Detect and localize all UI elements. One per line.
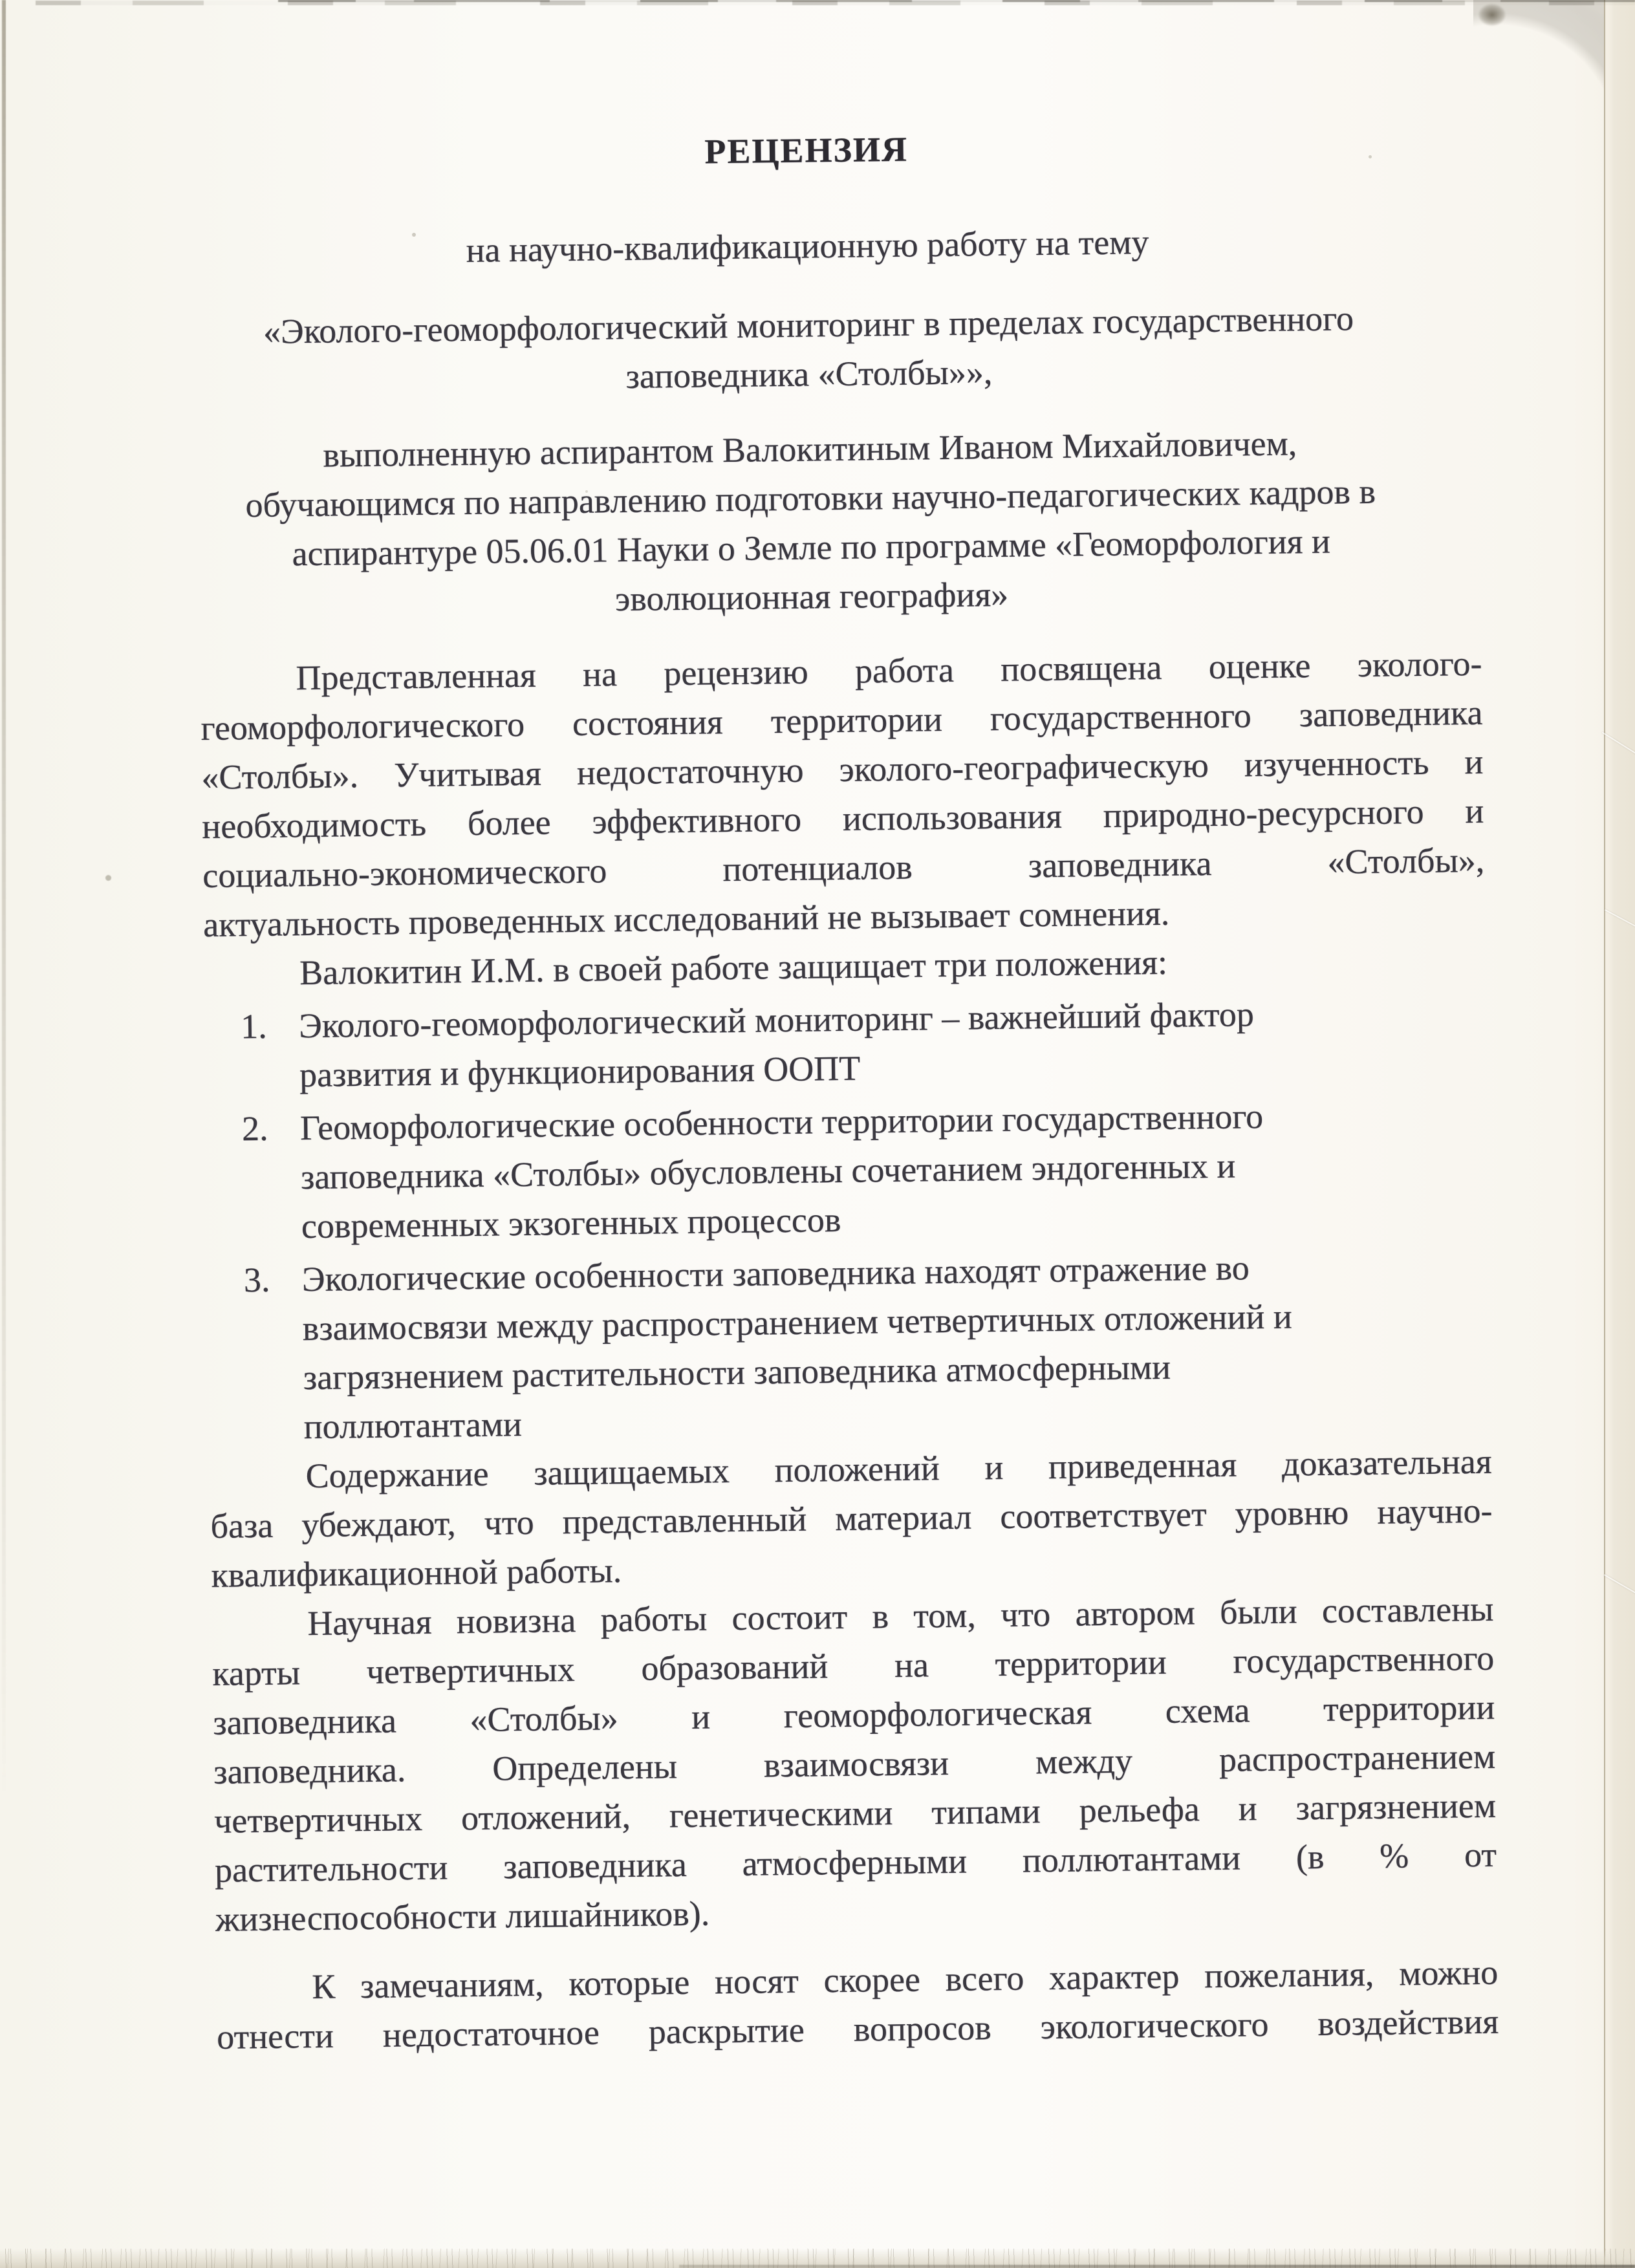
text-line: жизнеспособности лишайников). (215, 1894, 710, 1939)
document-text (192, 0, 1499, 2062)
paragraph-content-assessment (210, 1437, 1493, 1600)
text-line: эволюционная география» (614, 574, 1009, 619)
scan-speck (105, 875, 111, 881)
text-line: аспирантуре 05.06.01 Науки о Земле по программе «Геоморфология и (292, 521, 1331, 574)
text-line: Эколого-геоморфологический мониторинг – важнейший фактор (298, 995, 1255, 1046)
scan-speck (1369, 155, 1372, 158)
scan-left-edge-line (2, 0, 6, 1798)
paper-crease (1602, 732, 1635, 757)
list-item (206, 1089, 1489, 1252)
document-subtitle: на научно-квалификационную работу на тему (466, 222, 1149, 270)
text-line: карты четвертичных образований на территории государственного (211, 1638, 1495, 1693)
text-line: база убеждают, что представленный материал соответствует уровню научно- (210, 1491, 1493, 1546)
text-line: К замечаниям, которые носят скорее всего характер пожелания, можно (311, 1952, 1499, 2007)
scan-smudge (1478, 4, 1506, 26)
text-line: актуальность проведенных исследований не вызывает сомнения. (202, 893, 1170, 944)
author-block (197, 416, 1482, 629)
paper-crease (1605, 909, 1635, 929)
scan-right-margin (1604, 0, 1635, 2268)
text-line: развития и функционирования ООПТ (299, 1048, 861, 1095)
text-line: взаимосвязи между распространением четвертичных отложений и (302, 1297, 1293, 1348)
text-line: современных экзогенных процессов (301, 1200, 841, 1246)
scan-bottom-edge-shadow (679, 2265, 1635, 2268)
text-line: Экологические особенности заповедника находят отражение во (301, 1248, 1250, 1299)
list-item (204, 987, 1488, 1101)
paper-crease (1604, 1574, 1635, 1596)
text-line: Геоморфологические особенности территории государственного (299, 1096, 1264, 1148)
theses-list (204, 987, 1491, 1453)
text-line: Содержание защищаемых положений и приведенная доказательная (305, 1442, 1492, 1496)
text-line: Представленная на рецензию работа посвящена оценке эколого- (296, 643, 1482, 698)
text-line: заповедника. Определены взаимосвязи между распространением (213, 1736, 1496, 1791)
paragraph-remarks (216, 1948, 1499, 2062)
text-line: «Эколого-геоморфологический мониторинг в пределах государственного (263, 299, 1354, 351)
text-line: заповедника «Столбы» обусловлены сочетанием эндогенных и (300, 1146, 1236, 1197)
text-line: квалификационной работы. (211, 1551, 622, 1595)
text-line: социально-экономического потенциалов заповедника «Столбы», (202, 840, 1485, 895)
paragraph-introduction (200, 639, 1485, 949)
text-line: загрязнением растительности заповедника атмосферными (303, 1347, 1171, 1398)
text-line: растительности заповедника атмосферными поллютантами (в % от (214, 1835, 1497, 1890)
scan-speck (798, 1856, 801, 1859)
scan-speck (412, 233, 416, 237)
text-line: отнести недостаточное раскрытие вопросов экологического воздействия (216, 2002, 1499, 2057)
list-item (207, 1240, 1491, 1453)
document-title: РЕЦЕНЗИЯ (704, 129, 909, 171)
text-line: заповедника «Столбы» и геоморфологическая схема территории (212, 1687, 1495, 1742)
paragraph-theses-lead: Валокитин И.М. в своей работе защищает три положения: (299, 942, 1168, 993)
list-marker: 1. (240, 1006, 267, 1046)
text-line: заповедника «Столбы»», (625, 352, 993, 396)
scan-top-edge-noise (36, 1, 1635, 5)
list-marker: 3. (243, 1260, 270, 1300)
text-line: Научная новизна работы состоит в том, что автором были составлены (307, 1589, 1494, 1643)
text-line: выполненную аспирантом Валокитиным Иваном Михайловичем, (323, 424, 1297, 475)
text-line: необходимость более эффективного использования природно-ресурсного и (201, 791, 1484, 846)
text-line: поллютантами (303, 1405, 523, 1447)
text-line: «Столбы». Учитывая недостаточную эколого-географическую изученность и (201, 742, 1484, 797)
text-line: четвертичных отложений, генетическими типами рельефа и загрязнением (213, 1786, 1497, 1841)
work-topic (196, 292, 1479, 406)
scan-speck (585, 490, 588, 493)
paragraph-novelty (211, 1584, 1497, 1944)
text-line: геоморфологического состояния территории государственного заповедника (200, 693, 1483, 748)
text-line: обучающимся по направлению подготовки научно-педагогических кадров в (245, 471, 1376, 525)
list-marker: 2. (241, 1108, 268, 1149)
